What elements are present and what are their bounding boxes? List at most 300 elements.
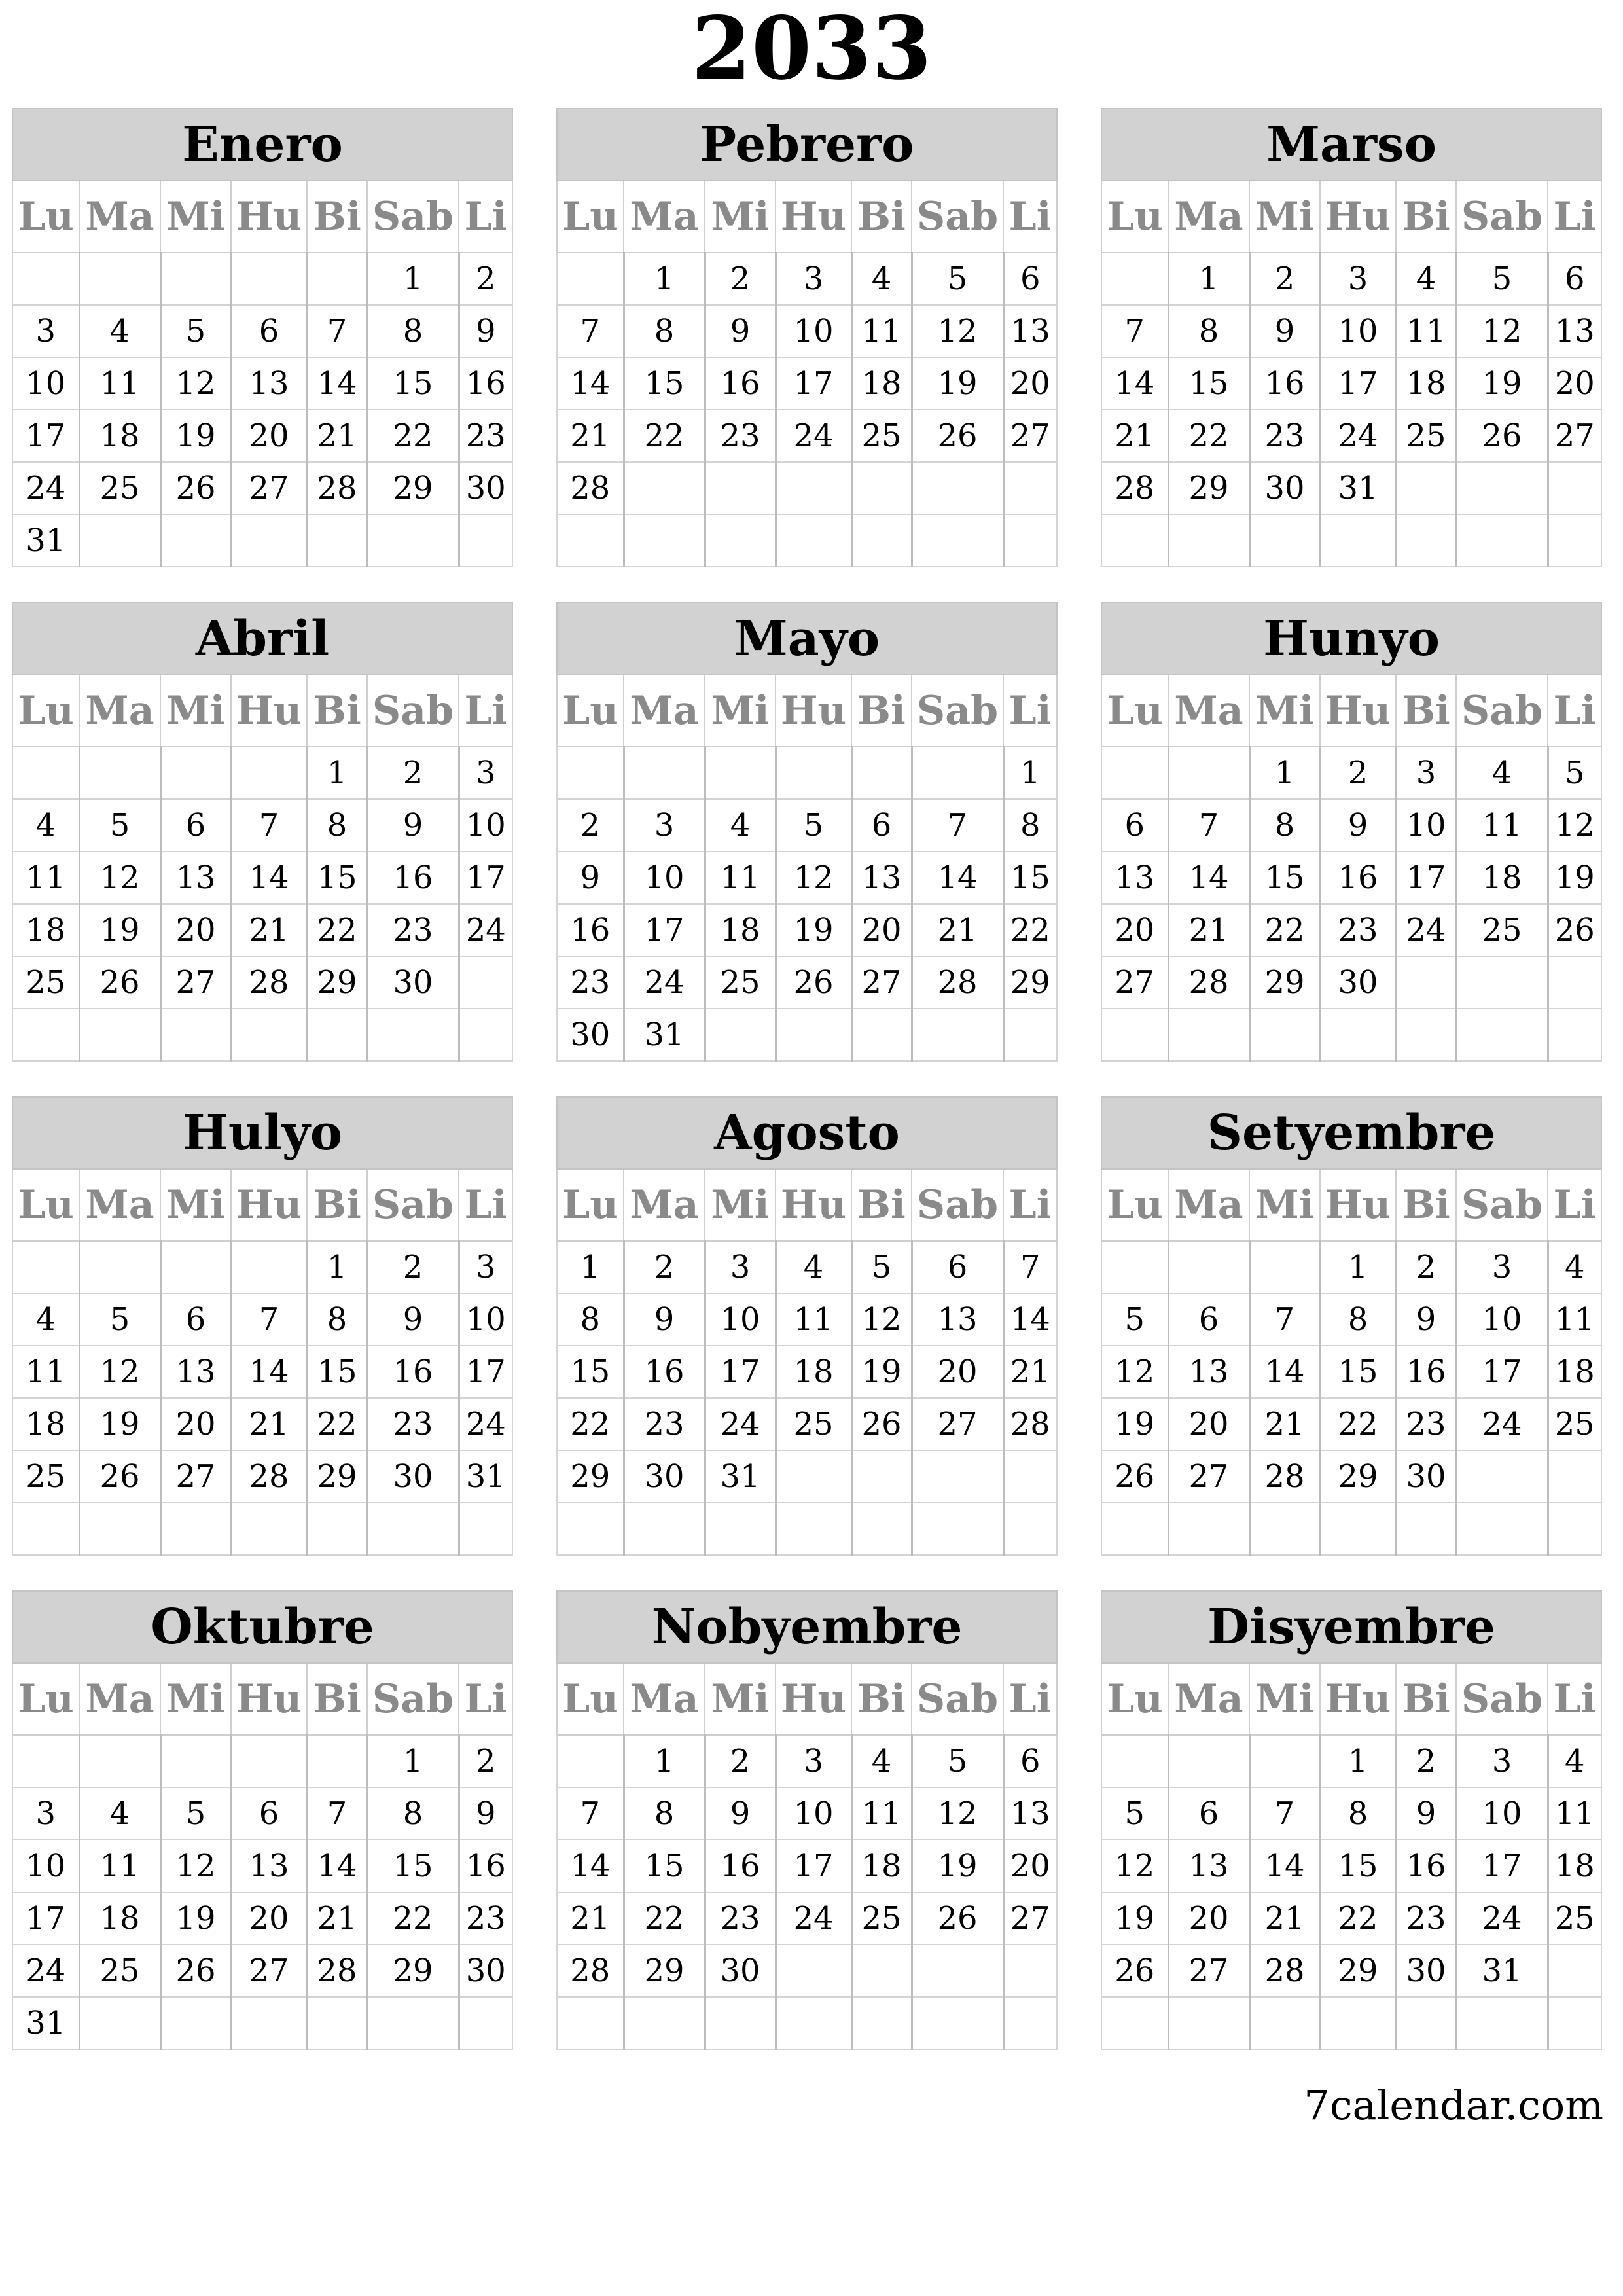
day-cell: 19 — [79, 1398, 160, 1450]
weekday-header: Li — [1548, 1663, 1601, 1735]
day-cell: 30 — [1249, 462, 1320, 514]
day-cell: 13 — [1548, 305, 1601, 357]
day-cell: 15 — [367, 357, 459, 410]
week-row — [557, 747, 1057, 799]
day-cell — [79, 1735, 160, 1787]
day-cell: 7 — [307, 1787, 367, 1840]
week-row — [12, 1450, 512, 1503]
weekday-header: Hu — [231, 675, 307, 747]
day-cell — [1320, 514, 1396, 567]
day-cell: 4 — [79, 1787, 160, 1840]
day-cell: 6 — [160, 799, 231, 852]
day-cell: 21 — [307, 1892, 367, 1945]
day-cell: 25 — [12, 1450, 79, 1503]
day-cell — [1003, 462, 1057, 514]
weekday-header: Lu — [1101, 1663, 1168, 1735]
day-cell: 7 — [231, 799, 307, 852]
week-row — [1101, 1735, 1601, 1787]
day-cell: 23 — [705, 1892, 776, 1945]
day-cell: 12 — [1456, 305, 1548, 357]
week-row — [1101, 1241, 1601, 1293]
weekday-header: Ma — [1168, 1169, 1249, 1241]
day-cell — [776, 1997, 851, 2049]
day-cell — [1003, 1450, 1057, 1503]
week-row — [557, 1346, 1057, 1398]
day-cell: 26 — [851, 1398, 912, 1450]
weekday-header: Sab — [912, 1663, 1003, 1735]
day-cell: 30 — [705, 1945, 776, 1997]
day-cell: 30 — [459, 1945, 512, 1997]
day-cell: 30 — [367, 1450, 459, 1503]
month-name: Setyembre — [1101, 1097, 1601, 1169]
weekday-header: Ma — [79, 675, 160, 747]
day-cell: 17 — [624, 904, 705, 956]
day-cell: 13 — [1003, 305, 1057, 357]
day-cell — [307, 1997, 367, 2049]
day-cell — [912, 1945, 1003, 1997]
week-row — [1101, 956, 1601, 1009]
day-cell: 6 — [1168, 1293, 1249, 1346]
weekday-header: Li — [1548, 675, 1601, 747]
day-cell — [912, 514, 1003, 567]
weekday-header: Hu — [1320, 675, 1396, 747]
day-cell: 1 — [1320, 1735, 1396, 1787]
day-cell: 1 — [307, 747, 367, 799]
day-cell — [1003, 514, 1057, 567]
month-name: Nobyembre — [557, 1591, 1057, 1663]
day-cell: 25 — [1456, 904, 1548, 956]
day-cell — [624, 462, 705, 514]
day-cell — [79, 1241, 160, 1293]
weekday-header: Mi — [1249, 1169, 1320, 1241]
month-name: Abril — [12, 603, 512, 675]
day-cell: 23 — [1396, 1892, 1456, 1945]
day-cell — [231, 253, 307, 305]
day-cell: 15 — [1320, 1840, 1396, 1892]
weekday-header: Ma — [79, 181, 160, 253]
day-cell: 22 — [624, 1892, 705, 1945]
day-cell: 3 — [12, 305, 79, 357]
day-cell: 7 — [231, 1293, 307, 1346]
day-cell: 29 — [307, 1450, 367, 1503]
day-cell: 25 — [705, 956, 776, 1009]
day-cell: 22 — [367, 1892, 459, 1945]
day-cell: 28 — [1249, 1450, 1320, 1503]
month-setyembre — [1101, 1096, 1602, 1556]
day-cell: 17 — [12, 410, 79, 462]
day-cell: 15 — [1003, 852, 1057, 904]
day-cell: 15 — [624, 1840, 705, 1892]
day-cell — [776, 1945, 851, 1997]
day-cell: 15 — [1249, 852, 1320, 904]
day-cell: 10 — [776, 1787, 851, 1840]
day-cell: 16 — [367, 1346, 459, 1398]
day-cell — [1168, 1009, 1249, 1061]
day-cell: 11 — [1548, 1293, 1601, 1346]
week-row — [1101, 799, 1601, 852]
month-hulyo — [12, 1096, 513, 1556]
weekday-header: Hu — [776, 181, 851, 253]
weekday-header: Lu — [1101, 181, 1168, 253]
day-cell: 3 — [624, 799, 705, 852]
weekday-header: Bi — [307, 181, 367, 253]
weekday-header: Bi — [1396, 181, 1456, 253]
day-cell: 2 — [705, 1735, 776, 1787]
day-cell — [1168, 747, 1249, 799]
day-cell — [624, 747, 705, 799]
day-cell: 16 — [705, 1840, 776, 1892]
day-cell — [459, 956, 512, 1009]
weekday-header: Mi — [160, 1169, 231, 1241]
day-cell: 14 — [1249, 1346, 1320, 1398]
day-cell: 23 — [557, 956, 624, 1009]
day-cell — [776, 1503, 851, 1555]
day-cell: 24 — [12, 462, 79, 514]
weekday-header: Li — [459, 1169, 512, 1241]
day-cell: 23 — [367, 1398, 459, 1450]
day-cell: 22 — [1320, 1398, 1396, 1450]
day-cell: 29 — [1003, 956, 1057, 1009]
week-row — [12, 305, 512, 357]
day-cell: 30 — [624, 1450, 705, 1503]
day-cell: 16 — [557, 904, 624, 956]
day-cell — [307, 1009, 367, 1061]
day-cell — [160, 1009, 231, 1061]
day-cell — [705, 1997, 776, 2049]
day-cell: 11 — [1396, 305, 1456, 357]
day-cell — [1320, 1997, 1396, 2049]
day-cell: 5 — [1548, 747, 1601, 799]
day-cell: 30 — [367, 956, 459, 1009]
day-cell: 9 — [624, 1293, 705, 1346]
day-cell: 14 — [231, 852, 307, 904]
day-cell: 15 — [557, 1346, 624, 1398]
day-cell: 9 — [459, 1787, 512, 1840]
day-cell — [1101, 253, 1168, 305]
day-cell: 2 — [705, 253, 776, 305]
day-cell — [79, 1997, 160, 2049]
day-cell: 16 — [459, 357, 512, 410]
day-cell — [624, 514, 705, 567]
day-cell — [367, 1503, 459, 1555]
day-cell: 13 — [912, 1293, 1003, 1346]
day-cell: 14 — [231, 1346, 307, 1398]
day-cell — [705, 514, 776, 567]
weekday-header: Mi — [705, 181, 776, 253]
day-cell: 1 — [1249, 747, 1320, 799]
day-cell — [231, 1735, 307, 1787]
day-cell: 18 — [79, 1892, 160, 1945]
day-cell — [79, 253, 160, 305]
week-row — [557, 1945, 1057, 1997]
week-row — [12, 1787, 512, 1840]
day-cell — [851, 1450, 912, 1503]
weekday-header: Li — [1003, 675, 1057, 747]
day-cell: 10 — [705, 1293, 776, 1346]
day-cell: 21 — [912, 904, 1003, 956]
day-cell: 9 — [459, 305, 512, 357]
weekday-header: Lu — [1101, 675, 1168, 747]
day-cell: 18 — [1456, 852, 1548, 904]
day-cell: 28 — [912, 956, 1003, 1009]
day-cell: 1 — [1168, 253, 1249, 305]
day-cell — [1101, 1997, 1168, 2049]
day-cell — [79, 1503, 160, 1555]
weekday-header: Sab — [912, 1169, 1003, 1241]
day-cell: 17 — [776, 1840, 851, 1892]
week-row — [1101, 514, 1601, 567]
day-cell: 6 — [912, 1241, 1003, 1293]
week-row — [1101, 253, 1601, 305]
day-cell: 27 — [1003, 410, 1057, 462]
weekday-header: Sab — [1456, 1169, 1548, 1241]
weekday-header: Ma — [624, 1169, 705, 1241]
week-row — [557, 799, 1057, 852]
day-cell: 23 — [624, 1398, 705, 1450]
day-cell: 2 — [459, 1735, 512, 1787]
day-cell: 2 — [1320, 747, 1396, 799]
day-cell: 18 — [1548, 1840, 1601, 1892]
weekday-header: Sab — [367, 675, 459, 747]
day-cell: 12 — [1101, 1346, 1168, 1398]
weekday-header: Bi — [851, 1169, 912, 1241]
weekday-header: Sab — [912, 181, 1003, 253]
day-cell: 25 — [1548, 1892, 1601, 1945]
weekday-header: Li — [459, 1663, 512, 1735]
day-cell: 24 — [1320, 410, 1396, 462]
month-disyembre — [1101, 1590, 1602, 2050]
day-cell: 30 — [557, 1009, 624, 1061]
weekday-header: Sab — [1456, 1663, 1548, 1735]
day-cell — [1101, 1241, 1168, 1293]
day-cell — [912, 1009, 1003, 1061]
day-cell: 29 — [1320, 1450, 1396, 1503]
day-cell: 4 — [12, 1293, 79, 1346]
week-row — [12, 514, 512, 567]
week-row — [557, 1735, 1057, 1787]
day-cell: 28 — [231, 1450, 307, 1503]
weekday-header: Sab — [367, 181, 459, 253]
day-cell: 23 — [459, 410, 512, 462]
day-cell: 10 — [1396, 799, 1456, 852]
day-cell: 4 — [1548, 1735, 1601, 1787]
day-cell — [1168, 1241, 1249, 1293]
day-cell — [851, 514, 912, 567]
day-cell: 24 — [1456, 1892, 1548, 1945]
day-cell: 4 — [776, 1241, 851, 1293]
day-cell: 2 — [459, 253, 512, 305]
weekday-header: Sab — [367, 1663, 459, 1735]
day-cell — [12, 747, 79, 799]
weekday-header: Hu — [1320, 1169, 1396, 1241]
day-cell: 4 — [12, 799, 79, 852]
day-cell: 12 — [912, 1787, 1003, 1840]
week-row — [1101, 1346, 1601, 1398]
week-row — [12, 462, 512, 514]
day-cell: 17 — [1456, 1840, 1548, 1892]
day-cell: 8 — [1320, 1787, 1396, 1840]
day-cell — [459, 1997, 512, 2049]
day-cell — [1101, 514, 1168, 567]
day-cell: 13 — [231, 1840, 307, 1892]
day-cell: 10 — [459, 799, 512, 852]
weekday-header: Li — [459, 675, 512, 747]
week-row — [12, 1735, 512, 1787]
day-cell — [231, 1009, 307, 1061]
week-row — [557, 904, 1057, 956]
day-cell — [1456, 1997, 1548, 2049]
day-cell: 3 — [1396, 747, 1456, 799]
day-cell — [1456, 1503, 1548, 1555]
weekday-header: Ma — [79, 1169, 160, 1241]
day-cell — [705, 1009, 776, 1061]
day-cell — [912, 1450, 1003, 1503]
day-cell: 10 — [1456, 1787, 1548, 1840]
day-cell: 27 — [231, 1945, 307, 1997]
day-cell: 23 — [1249, 410, 1320, 462]
day-cell: 20 — [160, 1398, 231, 1450]
weekday-header: Mi — [705, 1169, 776, 1241]
day-cell — [1456, 956, 1548, 1009]
day-cell: 13 — [1168, 1840, 1249, 1892]
day-cell: 3 — [1456, 1241, 1548, 1293]
day-cell: 2 — [367, 747, 459, 799]
day-cell — [160, 1503, 231, 1555]
day-cell — [307, 1735, 367, 1787]
day-cell: 5 — [160, 305, 231, 357]
week-row — [1101, 1293, 1601, 1346]
weekday-header: Mi — [1249, 181, 1320, 253]
day-cell: 23 — [1320, 904, 1396, 956]
day-cell — [160, 747, 231, 799]
week-row — [12, 1241, 512, 1293]
weekday-header: Hu — [231, 181, 307, 253]
day-cell: 27 — [160, 956, 231, 1009]
day-cell: 13 — [1003, 1787, 1057, 1840]
day-cell: 4 — [1548, 1241, 1601, 1293]
day-cell: 15 — [1320, 1346, 1396, 1398]
week-row — [557, 1009, 1057, 1061]
day-cell — [1249, 1009, 1320, 1061]
week-row — [12, 747, 512, 799]
day-cell: 13 — [1101, 852, 1168, 904]
site-credit: 7calendar.com — [1304, 2081, 1603, 2129]
weekday-header: Li — [459, 181, 512, 253]
week-row — [12, 1398, 512, 1450]
day-cell — [851, 1503, 912, 1555]
day-cell — [1548, 1997, 1601, 2049]
day-cell: 16 — [1396, 1346, 1456, 1398]
month-hunyo — [1101, 602, 1602, 1062]
day-cell: 24 — [776, 1892, 851, 1945]
week-row — [12, 1346, 512, 1398]
day-cell: 10 — [12, 357, 79, 410]
weekday-header: Ma — [79, 1663, 160, 1735]
weekday-header: Mi — [1249, 1663, 1320, 1735]
month-enero — [12, 108, 513, 567]
day-cell — [851, 747, 912, 799]
day-cell: 8 — [307, 799, 367, 852]
day-cell: 2 — [1249, 253, 1320, 305]
day-cell: 31 — [459, 1450, 512, 1503]
week-row — [12, 1892, 512, 1945]
day-cell: 26 — [776, 956, 851, 1009]
day-cell: 3 — [705, 1241, 776, 1293]
day-cell: 2 — [1396, 1735, 1456, 1787]
day-cell: 30 — [459, 462, 512, 514]
day-cell: 1 — [624, 253, 705, 305]
day-cell — [851, 1009, 912, 1061]
day-cell: 15 — [367, 1840, 459, 1892]
day-cell: 9 — [1396, 1293, 1456, 1346]
day-cell — [1101, 1009, 1168, 1061]
month-name: Marso — [1101, 109, 1601, 181]
weekday-header: Ma — [624, 181, 705, 253]
day-cell: 13 — [851, 852, 912, 904]
day-cell: 30 — [1396, 1450, 1456, 1503]
day-cell — [912, 462, 1003, 514]
day-cell: 1 — [557, 1241, 624, 1293]
day-cell — [1456, 1450, 1548, 1503]
day-cell: 9 — [367, 1293, 459, 1346]
month-agosto — [556, 1096, 1058, 1556]
day-cell: 25 — [851, 1892, 912, 1945]
day-cell — [1101, 1503, 1168, 1555]
day-cell — [1168, 514, 1249, 567]
day-cell: 5 — [1101, 1787, 1168, 1840]
weekday-header: Lu — [1101, 1169, 1168, 1241]
day-cell — [705, 1503, 776, 1555]
day-cell: 15 — [307, 852, 367, 904]
week-row — [12, 1503, 512, 1555]
day-cell: 20 — [1548, 357, 1601, 410]
month-name: Mayo — [557, 603, 1057, 675]
day-cell — [557, 747, 624, 799]
day-cell: 24 — [12, 1945, 79, 1997]
day-cell: 29 — [557, 1450, 624, 1503]
day-cell — [12, 1241, 79, 1293]
day-cell — [1396, 1503, 1456, 1555]
week-row — [12, 904, 512, 956]
day-cell: 28 — [307, 1945, 367, 1997]
day-cell — [1548, 1945, 1601, 1997]
day-cell: 1 — [307, 1241, 367, 1293]
day-cell — [912, 1997, 1003, 2049]
day-cell — [79, 514, 160, 567]
day-cell — [231, 1997, 307, 2049]
day-cell — [1456, 1009, 1548, 1061]
day-cell: 20 — [1003, 1840, 1057, 1892]
day-cell: 12 — [160, 1840, 231, 1892]
day-cell — [1101, 747, 1168, 799]
weekday-header: Ma — [1168, 1663, 1249, 1735]
day-cell — [160, 253, 231, 305]
day-cell: 3 — [459, 1241, 512, 1293]
weekday-header: Mi — [160, 675, 231, 747]
day-cell: 11 — [12, 1346, 79, 1398]
day-cell: 14 — [557, 1840, 624, 1892]
day-cell: 27 — [1548, 410, 1601, 462]
day-cell: 28 — [307, 462, 367, 514]
weekday-header: Li — [1548, 1169, 1601, 1241]
day-cell: 5 — [160, 1787, 231, 1840]
day-cell — [1548, 514, 1601, 567]
day-cell — [1548, 1009, 1601, 1061]
day-cell: 29 — [1320, 1945, 1396, 1997]
day-cell: 23 — [367, 904, 459, 956]
day-cell: 5 — [912, 1735, 1003, 1787]
week-row — [557, 1398, 1057, 1450]
